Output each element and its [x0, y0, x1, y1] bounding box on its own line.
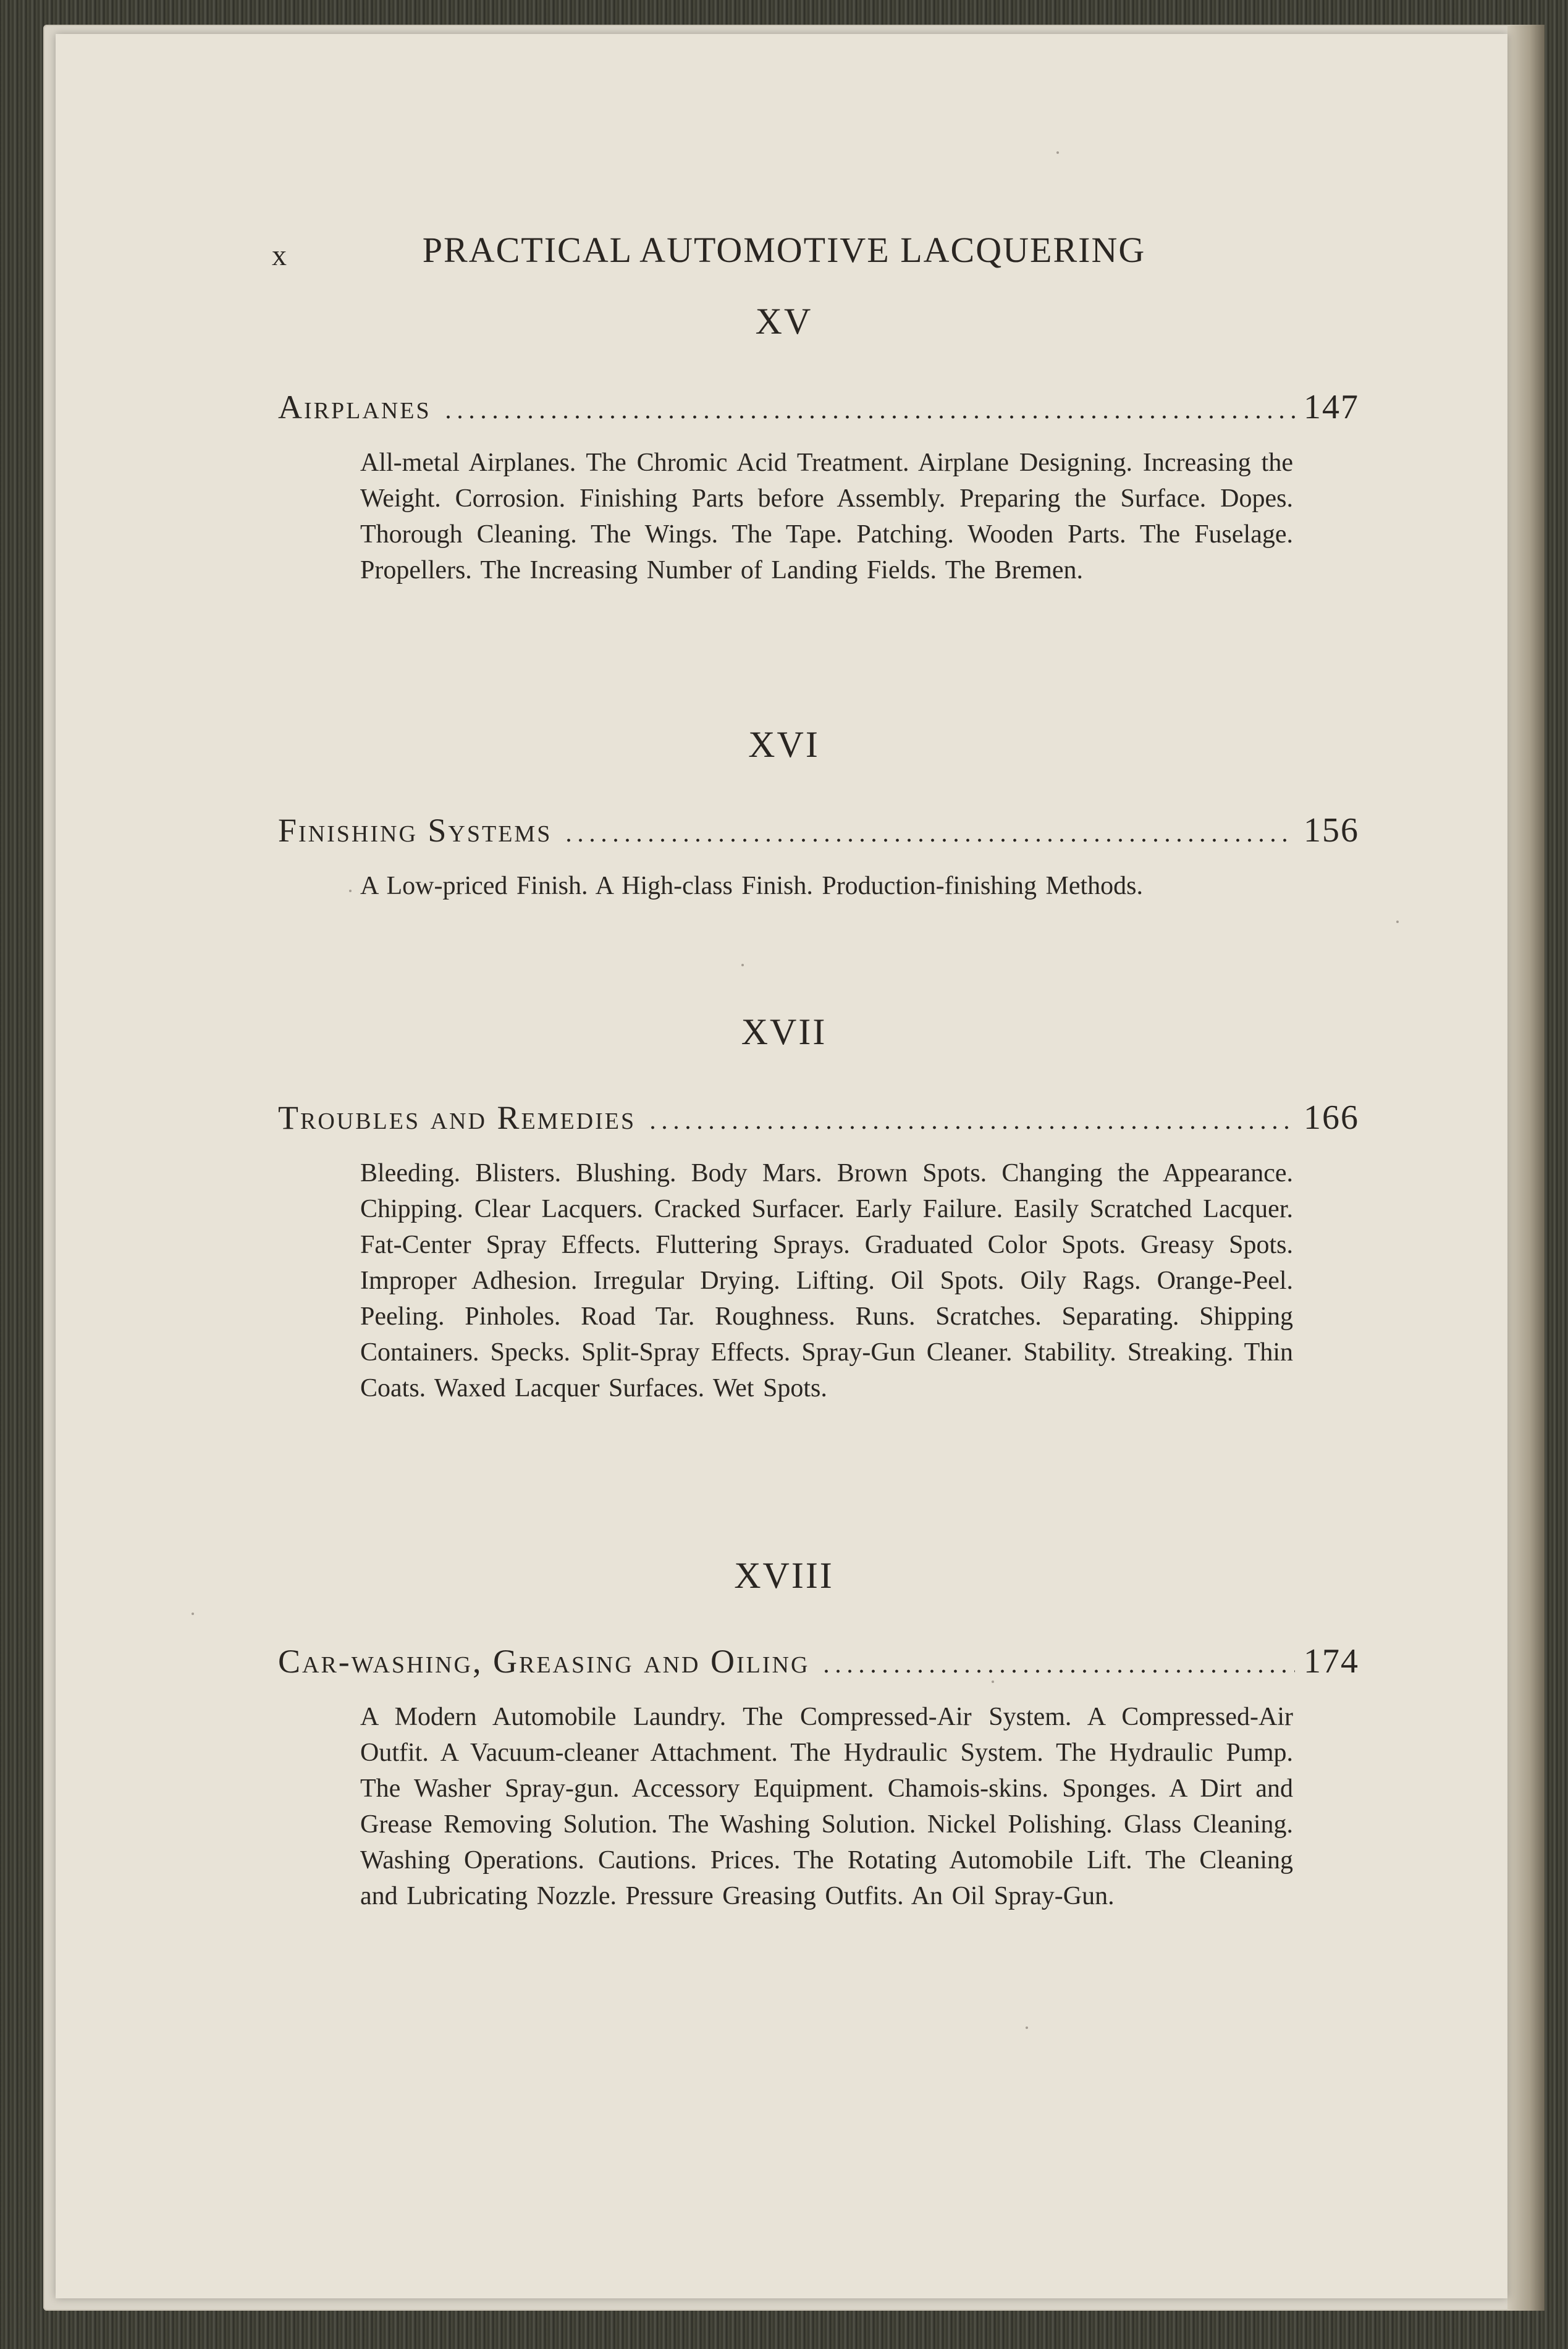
chapter-title: Finishing Systems	[278, 812, 552, 849]
toc-entry	[278, 1094, 1359, 1137]
toc-entry	[278, 383, 1359, 426]
chapter-summary: Bleeding. Blisters. Blushing. Body Mars. Brown Spots. Changing the Appearance. Chipping. Clear Lacquers. Cracked Surfacer. Early Failure. Easily Scratched Lacquer. Fat-Center Spray Effects. Fluttering Sprays. Graduated Color Spots. Greasy Spots. Improper Adhesion. Irregular Drying. Lifting. Oil Spots. Oily Rags. Orange-Peel. Peeling. Pinholes. Road Tar. Roughness. Runs. Scratches. Separating. Shipping Containers. Specks. Split-Spray Effects. Spray-Gun Cleaner. Stability. Streaking. Thin Coats. Waxed Lacquer Surfaces. Wet Spots.	[360, 1159, 1293, 1402]
running-title: PRACTICAL AUTOMOTIVE LACQUERING	[422, 230, 1146, 270]
chapter-page-number: 174	[1304, 1642, 1359, 1681]
page-edge	[1507, 25, 1545, 2311]
chapter-summary: A Low-priced Finish. A High-class Finish. Production-finishing Methods.	[360, 872, 1143, 900]
toc-entry	[278, 806, 1359, 850]
chapter-title: Troubles and Remedies	[278, 1099, 636, 1136]
dot-leader	[647, 1126, 1295, 1129]
chapter-page-number: 166	[1304, 1099, 1359, 1137]
chapter-numeral: XVII	[741, 1011, 827, 1052]
chapter-numeral: XVIII	[734, 1555, 834, 1596]
chapter-page-number: 147	[1304, 388, 1359, 426]
running-head	[0, 229, 1568, 278]
chapter-title: Airplanes	[278, 389, 431, 426]
dot-leader	[442, 415, 1295, 419]
chapter-summary: A Modern Automobile Laundry. The Compressed-Air System. A Compressed-Air Outfit. A Vacuum-cleaner Attachment. The Hydraulic System. The Hydraulic Pump. The Washer Spray-gun. Accessory Equipment. Chamois-skins. Sponges. A Dirt and Grease Removing Solution. The Washing Solution. Nickel Polishing. Glass Cleaning. Washing Operations. Cautions. Prices. The Rotating Automobile Lift. The Cleaning and Lubricating Nozzle. Pressure Greasing Outfits. An Oil Spray-Gun.	[360, 1703, 1293, 1910]
dot-leader	[820, 1669, 1295, 1673]
chapter-numeral: XVI	[748, 724, 820, 765]
toc-entry	[278, 1637, 1359, 1681]
page-folio: x	[272, 239, 287, 272]
dot-leader	[563, 838, 1295, 842]
chapter-title: Car-washing, Greasing and Oiling	[278, 1643, 810, 1680]
chapter-numeral: XV	[755, 301, 813, 342]
chapter-summary: All-metal Airplanes. The Chromic Acid Treatment. Airplane Designing. Increasing the Weight. Corrosion. Finishing Parts before Assembly. Preparing the Surface. Dopes. Thorough Cleaning. The Wings. The Tape. Patching. Wooden Parts. The Fuselage. Propellers. The Increasing Number of Landing Fields. The Bremen.	[360, 449, 1293, 584]
chapter-page-number: 156	[1304, 811, 1359, 850]
